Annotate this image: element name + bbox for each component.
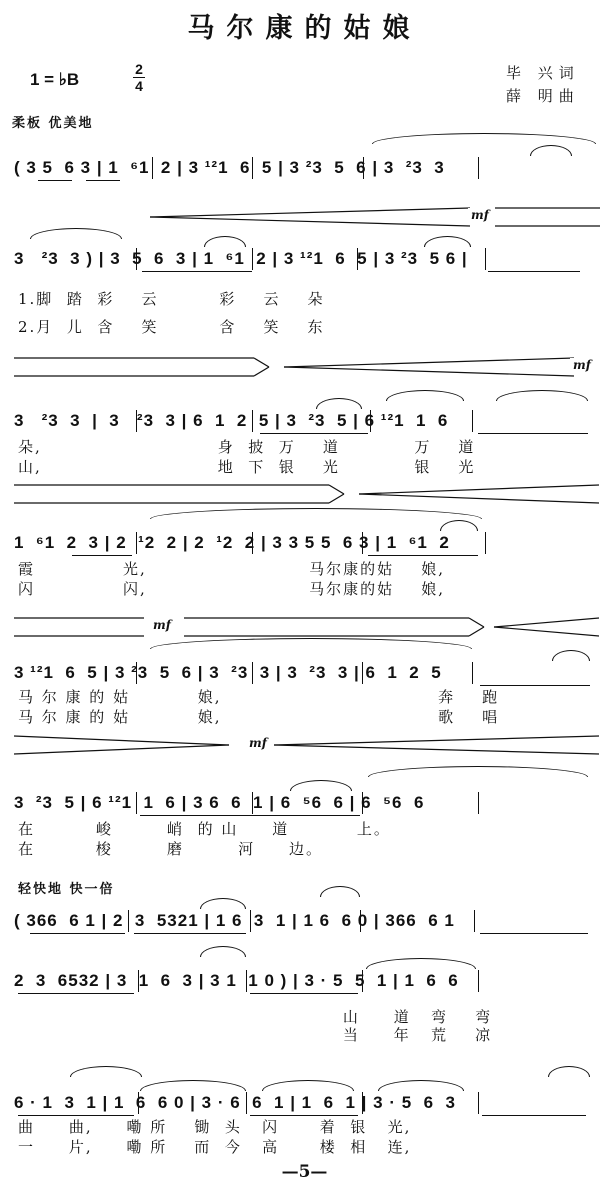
barline bbox=[252, 248, 253, 270]
barline bbox=[138, 970, 139, 992]
dynamic-mf: mf bbox=[150, 618, 174, 632]
barline bbox=[138, 1092, 139, 1114]
dynamic-mf: mf bbox=[246, 736, 270, 750]
lyric-verse-1: 1.脚 踏 彩 云 彩 云 朵 bbox=[18, 290, 325, 308]
barline bbox=[152, 157, 153, 179]
lyric-verse-2: 在 梭 磨 河 边。 bbox=[18, 840, 324, 858]
dynamics-hairpins bbox=[14, 482, 599, 506]
slur bbox=[440, 520, 478, 531]
barline bbox=[362, 532, 363, 554]
dynamics-hairpins bbox=[14, 733, 599, 757]
barline bbox=[128, 910, 129, 932]
notation-line: 2 3 6532 | 3 1 6 3 | 3 1 1 0 ) | 3 · 5 5 1 | 1 6 6 bbox=[14, 971, 459, 990]
slur bbox=[552, 650, 590, 661]
beam bbox=[30, 933, 125, 934]
barline bbox=[246, 1092, 247, 1114]
barline bbox=[485, 532, 486, 554]
slur bbox=[548, 1066, 590, 1077]
beam bbox=[250, 993, 358, 994]
barline bbox=[363, 157, 364, 179]
notation-line: 3 ²3 5 | 6 ¹²1 1 6 | 3 6 6 1 | 6 ⁵6 6 | 6 ⁵6 6 bbox=[14, 793, 425, 812]
beam bbox=[488, 271, 580, 272]
slur bbox=[204, 236, 246, 247]
beam bbox=[480, 933, 588, 934]
hairpin-lines bbox=[14, 733, 599, 757]
composer-credit: 薛 明曲 bbox=[506, 87, 580, 105]
lyric-verse-2: 山, 地 下 银 光 银 光 bbox=[18, 458, 476, 476]
slur bbox=[262, 1080, 354, 1091]
hairpin-lines bbox=[14, 615, 599, 639]
beam bbox=[368, 555, 478, 556]
beam bbox=[134, 933, 246, 934]
beam bbox=[18, 993, 134, 994]
slur bbox=[70, 1066, 142, 1077]
barline bbox=[478, 792, 479, 814]
beam bbox=[480, 685, 590, 686]
beam bbox=[72, 555, 132, 556]
beam bbox=[140, 815, 360, 816]
barline bbox=[478, 970, 479, 992]
notation-line: ( 3 5 6 3 | 1 ⁶1 2 | 3 ¹²1 6 5 | 3 ²3 5 6 | 3 ²3 3 bbox=[14, 158, 445, 177]
lyric-verse-2: 闪 闪, 马尔康的姑 娘, bbox=[18, 580, 446, 598]
barline bbox=[136, 792, 137, 814]
barline bbox=[362, 970, 363, 992]
beam bbox=[142, 271, 252, 272]
barline bbox=[370, 410, 371, 432]
lyric-verse-1: 霞 光, 马尔康的姑 娘, bbox=[18, 560, 446, 578]
slur bbox=[530, 145, 572, 156]
slur bbox=[140, 1080, 246, 1091]
hairpin-lines bbox=[14, 482, 599, 506]
dynamic-mf: mf bbox=[570, 358, 594, 372]
notation-line: 3 ¹²1 6 5 | 3 ²3 5 6 | 3 ²3 3 | 3 ²3 3 | 6 1 2 5 bbox=[14, 663, 442, 682]
lyricist-credit: 毕 兴词 bbox=[506, 64, 580, 82]
page-title: 马尔康的姑娘 bbox=[187, 13, 422, 44]
lyric-verse-1: 在 峻 峭 的 山 道 上。 bbox=[18, 820, 391, 838]
barline bbox=[136, 662, 137, 684]
time-signature bbox=[133, 62, 145, 93]
slur bbox=[496, 390, 588, 401]
slur bbox=[424, 236, 471, 247]
barline bbox=[136, 532, 137, 554]
barline bbox=[252, 662, 253, 684]
key-signature: 1 = ♭B bbox=[30, 70, 80, 89]
barline bbox=[136, 248, 137, 270]
phrase-slur bbox=[150, 638, 472, 649]
beam bbox=[18, 1115, 134, 1116]
slur bbox=[30, 228, 122, 239]
barline bbox=[357, 248, 358, 270]
lyric-verse-2: 当 年 荒 凉 bbox=[18, 1026, 493, 1044]
slur bbox=[316, 398, 362, 409]
barline bbox=[474, 910, 475, 932]
slur bbox=[200, 898, 246, 909]
phrase-slur bbox=[368, 766, 588, 777]
barline bbox=[250, 910, 251, 932]
barline bbox=[360, 910, 361, 932]
dynamics-hairpins bbox=[14, 615, 599, 639]
barline bbox=[485, 248, 486, 270]
lyric-verse-1: 曲 曲, 嘞 所 锄 头 闪 着 银 光, bbox=[18, 1118, 412, 1136]
phrase-slur bbox=[150, 508, 482, 519]
hairpin-lines bbox=[150, 205, 600, 229]
lyric-verse-2: 马 尔 康 的 姑 娘, 歌 唱 bbox=[18, 708, 500, 726]
slur bbox=[320, 886, 360, 897]
barline bbox=[472, 410, 473, 432]
lyric-verse-1: 山 道 弯 弯 bbox=[18, 1008, 493, 1026]
barline bbox=[478, 157, 479, 179]
beam bbox=[478, 433, 588, 434]
tempo-marking-section: 轻快地 快一倍 bbox=[18, 882, 115, 897]
slur bbox=[290, 780, 352, 791]
lyric-verse-2: 2.月 儿 含 笑 含 笑 东 bbox=[18, 318, 325, 336]
notation-line: 6 · 1 3 1 | 1 6 6 0 | 3 · 6 6 1 | 1 6 1 | 3 · 5 6 3 bbox=[14, 1093, 456, 1112]
notation-line: 3 ²3 3 ) | 3 5 6 3 | 1 ⁶1 2 | 3 ¹²1 6 5 | 3 ²3 5 6 | bbox=[14, 249, 468, 268]
barline bbox=[252, 410, 253, 432]
time-signature-bottom: 4 bbox=[135, 78, 143, 94]
notation-line: 3 ²3 3 | 3 ²3 3 | 6 1 2 5 | 3 ²3 5 | 6 ¹²1 1 6 bbox=[14, 411, 449, 430]
beam bbox=[250, 1115, 358, 1116]
barline bbox=[362, 792, 363, 814]
slur bbox=[378, 1080, 464, 1091]
beam bbox=[86, 180, 120, 181]
time-signature-top: 2 bbox=[135, 61, 143, 77]
page-number: —5— bbox=[281, 1162, 328, 1182]
staff-row-7 bbox=[0, 908, 609, 968]
notation-line: 1 ⁶1 2 3 | 2 ¹2 2 | 2 ¹2 2 | 3 3 5 5 6 3 | 1 ⁶1 2 bbox=[14, 533, 450, 552]
barline bbox=[252, 157, 253, 179]
beam bbox=[260, 433, 368, 434]
credits bbox=[506, 62, 580, 108]
barline bbox=[252, 532, 253, 554]
barline bbox=[472, 662, 473, 684]
lyric-verse-2: 一 片, 嘞 所 而 今 高 楼 相 连, bbox=[18, 1138, 412, 1156]
dynamic-mf: mf bbox=[468, 208, 492, 222]
barline bbox=[362, 662, 363, 684]
slur bbox=[386, 390, 464, 401]
barline bbox=[246, 970, 247, 992]
lyric-verse-1: 朵, 身 披 万 道 万 道 bbox=[18, 438, 476, 456]
barline bbox=[478, 1092, 479, 1114]
phrase-slur bbox=[372, 133, 596, 144]
beam bbox=[38, 180, 72, 181]
crescendo-hairpin bbox=[150, 205, 600, 229]
notation-line: ( 366 6 1 | 2 3 5321 | 1 6 3 1 | 1 6 6 0 | 366 6 1 bbox=[14, 911, 455, 930]
tempo-marking-intro: 柔板 优美地 bbox=[12, 116, 94, 131]
barline bbox=[252, 792, 253, 814]
barline bbox=[362, 1092, 363, 1114]
barline bbox=[136, 410, 137, 432]
hairpin-lines bbox=[14, 355, 599, 379]
lyric-verse-1: 马 尔 康 的 姑 娘, 奔 跑 bbox=[18, 688, 500, 706]
beam bbox=[482, 1115, 586, 1116]
dynamics-hairpins bbox=[14, 355, 599, 379]
